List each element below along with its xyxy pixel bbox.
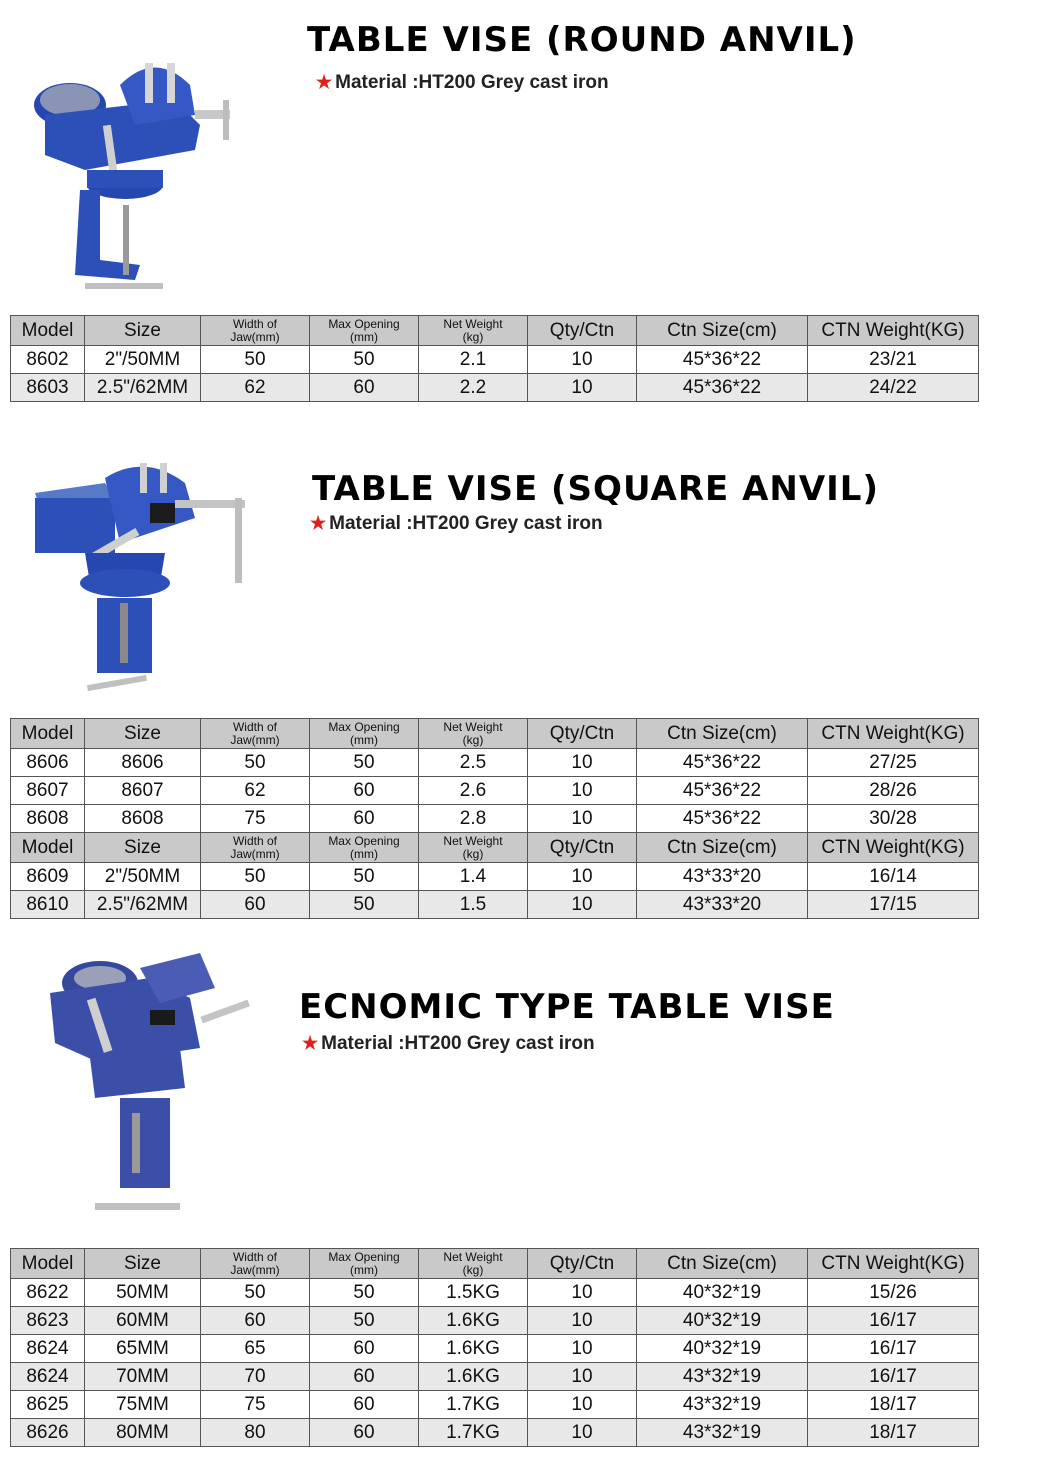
section-title: TABLE VISE (ROUND ANVIL) [307, 20, 857, 60]
cell-width: 62 [201, 777, 310, 805]
col-width-of-jaw: Width of Jaw(mm) [201, 833, 310, 863]
cell-ctn-weight: 18/17 [808, 1419, 979, 1447]
col-net-weight: Net Weight (kg) [419, 833, 528, 863]
cell-weight: 1.5KG [419, 1279, 528, 1307]
cell-ctn-weight: 23/21 [808, 346, 979, 374]
table-row [11, 1363, 979, 1391]
col-net-weight: Net Weight (kg) [419, 316, 528, 346]
cell-opening: 50 [310, 1279, 419, 1307]
table-row [11, 1419, 979, 1447]
cell-qty: 10 [528, 891, 637, 919]
col-ctn-size: Ctn Size(cm) [637, 1249, 808, 1279]
cell-qty: 10 [528, 1279, 637, 1307]
cell-weight: 1.7KG [419, 1391, 528, 1419]
cell-model: 8624 [11, 1363, 85, 1391]
cell-opening: 60 [310, 805, 419, 833]
cell-size: 65MM [85, 1335, 201, 1363]
cell-ctn-size: 40*32*19 [637, 1335, 808, 1363]
cell-weight: 2.5 [419, 749, 528, 777]
table-header-row [11, 1249, 979, 1279]
col-width-of-jaw: Width of Jaw(mm) [201, 316, 310, 346]
cell-width: 75 [201, 1391, 310, 1419]
col-net-weight: Net Weight (kg) [419, 719, 528, 749]
star-icon: ★ [310, 513, 327, 533]
cell-opening: 60 [310, 777, 419, 805]
cell-opening: 60 [310, 374, 419, 402]
cell-weight: 1.5 [419, 891, 528, 919]
section-title: ECNOMIC TYPE TABLE VISE [299, 987, 835, 1027]
cell-width: 60 [201, 891, 310, 919]
cell-qty: 10 [528, 749, 637, 777]
cell-ctn-weight: 16/14 [808, 863, 979, 891]
cell-width: 75 [201, 805, 310, 833]
col-net-weight: Net Weight (kg) [419, 1249, 528, 1279]
cell-model: 8625 [11, 1391, 85, 1419]
cell-model: 8626 [11, 1419, 85, 1447]
cell-qty: 10 [528, 805, 637, 833]
cell-ctn-weight: 16/17 [808, 1307, 979, 1335]
col-model: Model [11, 316, 85, 346]
cell-ctn-weight: 28/26 [808, 777, 979, 805]
cell-model: 8623 [11, 1307, 85, 1335]
cell-opening: 50 [310, 346, 419, 374]
cell-ctn-weight: 24/22 [808, 374, 979, 402]
cell-model: 8624 [11, 1335, 85, 1363]
cell-model: 8622 [11, 1279, 85, 1307]
cell-qty: 10 [528, 1363, 637, 1391]
cell-width: 80 [201, 1419, 310, 1447]
cell-opening: 60 [310, 1391, 419, 1419]
col-ctn-size: Ctn Size(cm) [637, 833, 808, 863]
cell-ctn-weight: 30/28 [808, 805, 979, 833]
cell-ctn-size: 40*32*19 [637, 1279, 808, 1307]
cell-ctn-size: 43*32*19 [637, 1363, 808, 1391]
col-ctn-weight: CTN Weight(KG) [808, 833, 979, 863]
cell-size: 2.5"/62MM [85, 374, 201, 402]
cell-size: 8606 [85, 749, 201, 777]
cell-opening: 50 [310, 863, 419, 891]
col-ctn-weight: CTN Weight(KG) [808, 719, 979, 749]
cell-weight: 2.1 [419, 346, 528, 374]
material-text: Material :HT200 Grey cast iron [329, 513, 603, 534]
col-max-opening: Max Opening (mm) [310, 833, 419, 863]
cell-size: 75MM [85, 1391, 201, 1419]
col-width-of-jaw: Width of Jaw(mm) [201, 719, 310, 749]
cell-width: 50 [201, 863, 310, 891]
col-qty-ctn: Qty/Ctn [528, 719, 637, 749]
cell-width: 62 [201, 374, 310, 402]
cell-size: 8607 [85, 777, 201, 805]
cell-model: 8610 [11, 891, 85, 919]
economic-vise-image [40, 948, 265, 1228]
col-width-of-jaw: Width of Jaw(mm) [201, 1249, 310, 1279]
cell-size: 60MM [85, 1307, 201, 1335]
col-max-opening: Max Opening (mm) [310, 316, 419, 346]
col-qty-ctn: Qty/Ctn [528, 316, 637, 346]
cell-size: 2.5"/62MM [85, 891, 201, 919]
cell-ctn-size: 40*32*19 [637, 1307, 808, 1335]
col-size: Size [85, 316, 201, 346]
cell-width: 70 [201, 1363, 310, 1391]
table-row [11, 1279, 979, 1307]
material-note [302, 1033, 595, 1055]
cell-weight: 1.6KG [419, 1363, 528, 1391]
cell-model: 8607 [11, 777, 85, 805]
cell-ctn-weight: 17/15 [808, 891, 979, 919]
col-ctn-weight: CTN Weight(KG) [808, 316, 979, 346]
cell-ctn-size: 45*36*22 [637, 374, 808, 402]
cell-ctn-size: 43*32*19 [637, 1391, 808, 1419]
cell-model: 8606 [11, 749, 85, 777]
cell-weight: 1.7KG [419, 1419, 528, 1447]
table-row [11, 1335, 979, 1363]
col-max-opening: Max Opening (mm) [310, 719, 419, 749]
cell-size: 8608 [85, 805, 201, 833]
col-ctn-size: Ctn Size(cm) [637, 719, 808, 749]
cell-weight: 2.8 [419, 805, 528, 833]
cell-width: 60 [201, 1307, 310, 1335]
col-size: Size [85, 833, 201, 863]
cell-ctn-weight: 16/17 [808, 1335, 979, 1363]
cell-ctn-size: 45*36*22 [637, 749, 808, 777]
col-ctn-size: Ctn Size(cm) [637, 316, 808, 346]
col-model: Model [11, 1249, 85, 1279]
cell-weight: 2.6 [419, 777, 528, 805]
col-qty-ctn: Qty/Ctn [528, 833, 637, 863]
cell-ctn-size: 45*36*22 [637, 777, 808, 805]
col-ctn-weight: CTN Weight(KG) [808, 1249, 979, 1279]
cell-qty: 10 [528, 374, 637, 402]
cell-ctn-weight: 18/17 [808, 1391, 979, 1419]
cell-model: 8602 [11, 346, 85, 374]
cell-width: 50 [201, 749, 310, 777]
cell-ctn-weight: 27/25 [808, 749, 979, 777]
cell-ctn-size: 45*36*22 [637, 805, 808, 833]
col-qty-ctn: Qty/Ctn [528, 1249, 637, 1279]
cell-ctn-size: 43*32*19 [637, 1419, 808, 1447]
cell-qty: 10 [528, 1307, 637, 1335]
star-icon: ★ [302, 1033, 319, 1053]
cell-qty: 10 [528, 1391, 637, 1419]
cell-qty: 10 [528, 346, 637, 374]
cell-qty: 10 [528, 1419, 637, 1447]
cell-opening: 60 [310, 1335, 419, 1363]
cell-width: 50 [201, 346, 310, 374]
cell-ctn-weight: 16/17 [808, 1363, 979, 1391]
table-row [11, 1307, 979, 1335]
material-text: Material :HT200 Grey cast iron [321, 1033, 595, 1054]
cell-opening: 50 [310, 749, 419, 777]
cell-size: 50MM [85, 1279, 201, 1307]
cell-weight: 2.2 [419, 374, 528, 402]
col-size: Size [85, 1249, 201, 1279]
star-icon: ★ [316, 72, 333, 92]
cell-opening: 60 [310, 1363, 419, 1391]
cell-qty: 10 [528, 1335, 637, 1363]
cell-size: 2"/50MM [85, 863, 201, 891]
cell-opening: 50 [310, 891, 419, 919]
table-row [11, 1391, 979, 1419]
cell-weight: 1.4 [419, 863, 528, 891]
cell-opening: 50 [310, 1307, 419, 1335]
col-model: Model [11, 833, 85, 863]
col-size: Size [85, 719, 201, 749]
cell-ctn-size: 45*36*22 [637, 346, 808, 374]
cell-weight: 1.6KG [419, 1335, 528, 1363]
cell-qty: 10 [528, 777, 637, 805]
cell-model: 8603 [11, 374, 85, 402]
cell-size: 70MM [85, 1363, 201, 1391]
cell-opening: 60 [310, 1419, 419, 1447]
col-max-opening: Max Opening (mm) [310, 1249, 419, 1279]
cell-width: 50 [201, 1279, 310, 1307]
section-title: TABLE VISE (SQUARE ANVIL) [312, 469, 880, 509]
cell-qty: 10 [528, 863, 637, 891]
cell-model: 8608 [11, 805, 85, 833]
cell-ctn-weight: 15/26 [808, 1279, 979, 1307]
col-model: Model [11, 719, 85, 749]
spec-table [10, 1248, 979, 1447]
cell-ctn-size: 43*33*20 [637, 863, 808, 891]
cell-size: 2"/50MM [85, 346, 201, 374]
cell-weight: 1.6KG [419, 1307, 528, 1335]
cell-width: 65 [201, 1335, 310, 1363]
cell-ctn-size: 43*33*20 [637, 891, 808, 919]
material-text: Material :HT200 Grey cast iron [335, 72, 609, 93]
cell-model: 8609 [11, 863, 85, 891]
cell-size: 80MM [85, 1419, 201, 1447]
